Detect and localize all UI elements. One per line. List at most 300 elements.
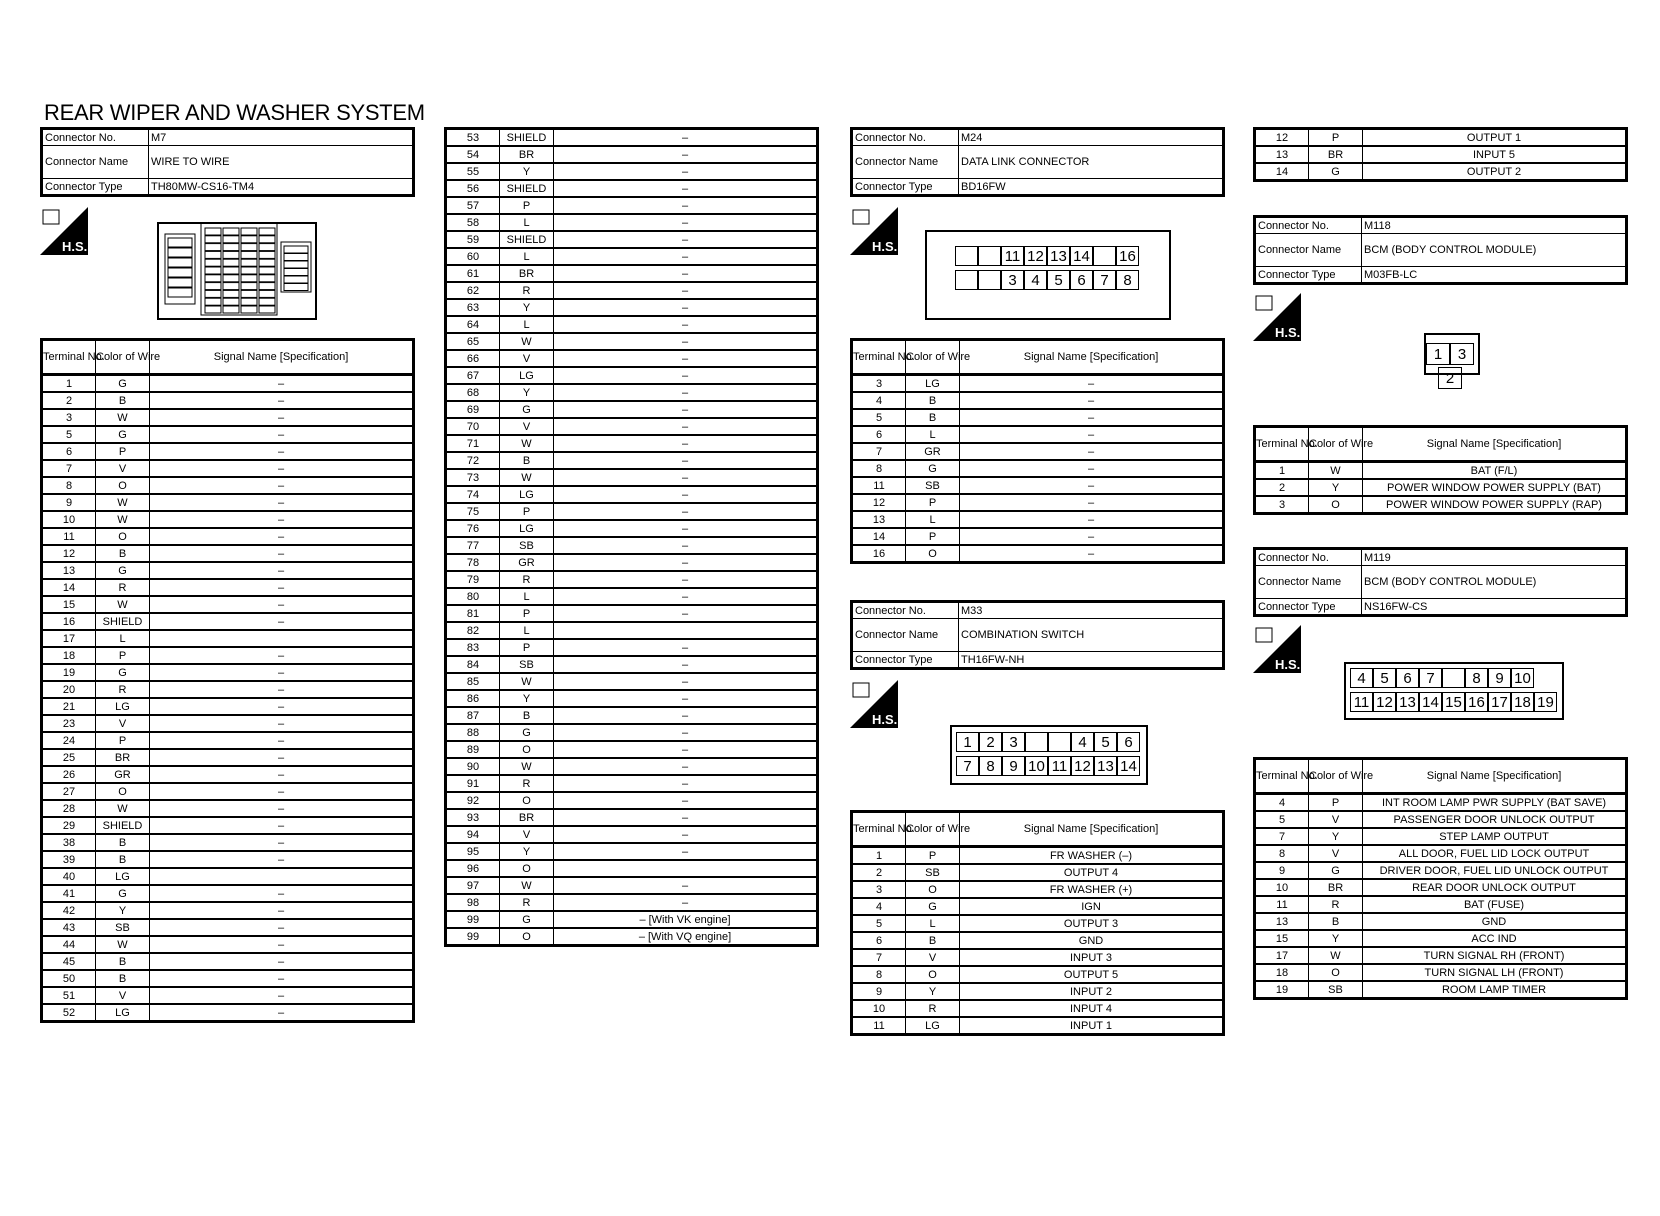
terminal-cell: 68 xyxy=(446,384,500,401)
terminal-cell: 77 xyxy=(446,537,500,554)
signal-cell: – xyxy=(960,528,1224,545)
table-row xyxy=(42,732,414,749)
color-cell: W xyxy=(96,936,150,953)
pin-cell: 2 xyxy=(979,732,1002,752)
color-cell: G xyxy=(96,664,150,681)
table-row xyxy=(852,375,1224,393)
table-row xyxy=(42,664,414,681)
m7-pin xyxy=(223,275,239,282)
signal-cell: – xyxy=(554,503,818,520)
color-cell: B xyxy=(96,970,150,987)
label-connector-no: Connector No. xyxy=(42,129,149,146)
terminal-cell: 38 xyxy=(42,834,96,851)
color-cell: BR xyxy=(1309,146,1363,163)
color-cell: W xyxy=(1309,947,1363,964)
signal-cell: – xyxy=(554,452,818,469)
color-cell: B xyxy=(906,932,960,949)
m7-pin xyxy=(223,244,239,251)
signal-cell: – xyxy=(150,460,414,477)
color-cell: V xyxy=(906,949,960,966)
terminal-cell: 39 xyxy=(42,851,96,868)
signal-cell xyxy=(150,630,414,647)
pin-cell: 9 xyxy=(1488,668,1511,688)
color-cell: GR xyxy=(500,554,554,571)
m118-connector-face xyxy=(1424,325,1480,393)
terminal-cell: 72 xyxy=(446,452,500,469)
table-row xyxy=(1255,913,1627,930)
table-row xyxy=(446,299,818,316)
table-row xyxy=(42,800,414,817)
terminal-cell: 8 xyxy=(852,460,906,477)
terminal-cell: 6 xyxy=(42,443,96,460)
color-cell: P xyxy=(96,647,150,664)
pin-cell: 13 xyxy=(1047,246,1070,266)
m7-pin xyxy=(205,228,221,235)
color-cell: SB xyxy=(96,919,150,936)
table-row xyxy=(852,392,1224,409)
terminal-cell: 98 xyxy=(446,894,500,911)
table-row xyxy=(1255,879,1627,896)
color-cell: B xyxy=(96,834,150,851)
label-connector-type: Connector Type xyxy=(1255,599,1362,616)
table-row xyxy=(446,605,818,622)
m33-connector-face xyxy=(950,725,1148,785)
pin-cell: 12 xyxy=(1024,246,1047,266)
m24-connector-face xyxy=(925,230,1171,320)
table-row xyxy=(1255,146,1627,163)
color-cell: BR xyxy=(96,749,150,766)
color-cell: W xyxy=(96,596,150,613)
color-cell: G xyxy=(906,460,960,477)
m7-pin xyxy=(259,283,275,290)
table-row xyxy=(446,350,818,367)
table-row xyxy=(42,630,414,647)
table-row xyxy=(1255,964,1627,981)
color-cell: O xyxy=(906,545,960,563)
col-terminal: Terminal No. xyxy=(852,340,906,375)
m24-type: BD16FW xyxy=(959,179,1224,196)
color-cell: P xyxy=(906,494,960,511)
table-row xyxy=(852,966,1224,983)
color-cell: LG xyxy=(500,520,554,537)
signal-cell: – xyxy=(150,732,414,749)
m7-pin xyxy=(259,306,275,313)
table-row xyxy=(42,579,414,596)
col-signal: Signal Name [Specification] xyxy=(960,812,1224,847)
signal-cell: – xyxy=(554,248,818,265)
m119-type: NS16FW-CS xyxy=(1362,599,1627,616)
signal-cell: – xyxy=(150,885,414,902)
color-cell: G xyxy=(906,898,960,915)
table-row xyxy=(1255,163,1627,181)
terminal-cell: 74 xyxy=(446,486,500,503)
terminal-cell: 99 xyxy=(446,911,500,928)
label-connector-name: Connector Name xyxy=(852,619,959,652)
table-row xyxy=(42,545,414,562)
pin-cell xyxy=(978,246,1001,266)
m7-pin xyxy=(259,228,275,235)
m7-name: WIRE TO WIRE xyxy=(149,146,414,179)
m7-pin xyxy=(205,251,221,258)
pin-cell: 7 xyxy=(1093,270,1116,290)
terminal-cell: 54 xyxy=(446,146,500,163)
signal-cell: – xyxy=(554,537,818,554)
signal-cell: – xyxy=(150,698,414,715)
pin-cell: 10 xyxy=(1511,668,1534,688)
color-cell: G xyxy=(500,911,554,928)
terminal-cell: 13 xyxy=(852,511,906,528)
terminal-cell: 26 xyxy=(42,766,96,783)
table-row xyxy=(446,214,818,231)
color-cell: W xyxy=(500,673,554,690)
table-row xyxy=(42,1004,414,1022)
pin-cell xyxy=(1048,732,1071,752)
signal-cell: – xyxy=(554,384,818,401)
terminal-cell: 29 xyxy=(42,817,96,834)
m7-pin xyxy=(241,290,257,297)
terminal-cell: 66 xyxy=(446,350,500,367)
m24-no: M24 xyxy=(959,129,1224,146)
terminal-cell: 86 xyxy=(446,690,500,707)
signal-cell: – xyxy=(554,792,818,809)
color-cell: Y xyxy=(500,690,554,707)
terminal-cell: 90 xyxy=(446,758,500,775)
color-cell: R xyxy=(96,579,150,596)
table-row xyxy=(446,724,818,741)
color-cell: P xyxy=(500,639,554,656)
table-row xyxy=(446,452,818,469)
table-row xyxy=(446,469,818,486)
pin-cell: 14 xyxy=(1419,692,1442,712)
signal-cell xyxy=(554,622,818,639)
page-title: REAR WIPER AND WASHER SYSTEM xyxy=(44,100,425,125)
terminal-cell: 17 xyxy=(42,630,96,647)
signal-cell: – xyxy=(554,350,818,367)
table-row xyxy=(42,443,414,460)
terminal-cell: 84 xyxy=(446,656,500,673)
signal-cell: – xyxy=(554,486,818,503)
color-cell: P xyxy=(500,197,554,214)
m7-pin xyxy=(241,244,257,251)
signal-cell: – xyxy=(554,724,818,741)
color-cell: LG xyxy=(906,1017,960,1035)
color-cell: W xyxy=(500,758,554,775)
terminal-cell: 3 xyxy=(852,881,906,898)
table-row xyxy=(1255,845,1627,862)
color-cell: B xyxy=(500,452,554,469)
table-row xyxy=(1255,862,1627,879)
m33-terminal-table-cont xyxy=(1253,127,1628,182)
m7-pin xyxy=(241,275,257,282)
terminal-cell: 50 xyxy=(42,970,96,987)
table-row xyxy=(42,953,414,970)
color-cell: SB xyxy=(906,477,960,494)
table-row xyxy=(1255,981,1627,999)
color-cell: V xyxy=(1309,811,1363,828)
table-row xyxy=(852,511,1224,528)
pin-cell: 4 xyxy=(1350,668,1373,688)
signal-cell: BAT (F/L) xyxy=(1363,462,1627,480)
color-cell: G xyxy=(96,562,150,579)
table-row xyxy=(42,596,414,613)
table-row xyxy=(852,915,1224,932)
table-row xyxy=(42,460,414,477)
terminal-cell: 23 xyxy=(42,715,96,732)
pin-cell: 15 xyxy=(1442,692,1465,712)
terminal-cell: 12 xyxy=(852,494,906,511)
signal-cell: – xyxy=(150,511,414,528)
table-row xyxy=(852,545,1224,563)
terminal-cell: 44 xyxy=(42,936,96,953)
signal-cell: – xyxy=(554,894,818,911)
table-row xyxy=(446,673,818,690)
color-cell: L xyxy=(500,316,554,333)
table-row xyxy=(446,231,818,248)
terminal-cell: 4 xyxy=(1255,794,1309,812)
terminal-cell: 43 xyxy=(42,919,96,936)
hs-label: H.S. xyxy=(62,239,88,254)
color-cell: W xyxy=(500,877,554,894)
m7-pin xyxy=(223,251,239,258)
color-cell: L xyxy=(500,622,554,639)
signal-cell: OUTPUT 5 xyxy=(960,966,1224,983)
terminal-cell: 11 xyxy=(42,528,96,545)
hs-label: H.S. xyxy=(872,712,898,727)
m7-pin xyxy=(259,251,275,258)
signal-cell: – xyxy=(150,970,414,987)
terminal-cell: 15 xyxy=(42,596,96,613)
color-cell: V xyxy=(96,460,150,477)
table-row xyxy=(42,885,414,902)
pin-cell: 6 xyxy=(1396,668,1419,688)
terminal-cell: 9 xyxy=(852,983,906,1000)
pin-cell: 10 xyxy=(1025,756,1048,776)
col-terminal: Terminal No. xyxy=(852,812,906,847)
table-row xyxy=(1255,479,1627,496)
color-cell: G xyxy=(1309,862,1363,879)
color-cell: B xyxy=(96,851,150,868)
terminal-cell: 73 xyxy=(446,469,500,486)
table-row xyxy=(42,477,414,494)
terminal-cell: 8 xyxy=(1255,845,1309,862)
terminal-cell: 41 xyxy=(42,885,96,902)
m7-pin xyxy=(259,259,275,266)
pin-cell: 12 xyxy=(1071,756,1094,776)
m7-pin xyxy=(259,236,275,243)
m119-name: BCM (BODY CONTROL MODULE) xyxy=(1362,566,1627,599)
signal-cell: – xyxy=(150,766,414,783)
signal-cell: – xyxy=(150,426,414,443)
color-cell: R xyxy=(500,282,554,299)
color-cell: Y xyxy=(500,299,554,316)
terminal-cell: 16 xyxy=(852,545,906,563)
col-color: Color of Wire xyxy=(906,812,960,847)
table-row xyxy=(446,316,818,333)
table-row xyxy=(42,715,414,732)
m7-pin xyxy=(259,290,275,297)
table-row xyxy=(42,851,414,868)
terminal-cell: 17 xyxy=(1255,947,1309,964)
pin-cell: 16 xyxy=(1465,692,1488,712)
signal-cell: – xyxy=(960,409,1224,426)
m7-pin xyxy=(284,246,308,253)
terminal-cell: 11 xyxy=(852,477,906,494)
signal-cell: PASSENGER DOOR UNLOCK OUTPUT xyxy=(1363,811,1627,828)
color-cell: G xyxy=(96,375,150,393)
color-cell: B xyxy=(1309,913,1363,930)
m24-header xyxy=(850,127,1225,197)
table-row xyxy=(42,868,414,885)
table-row xyxy=(446,435,818,452)
signal-cell: – xyxy=(554,367,818,384)
color-cell: O xyxy=(96,528,150,545)
m7-pin xyxy=(241,251,257,258)
table-row xyxy=(1255,828,1627,845)
pin-cell: 11 xyxy=(1001,246,1024,266)
signal-cell: – xyxy=(150,936,414,953)
terminal-cell: 5 xyxy=(42,426,96,443)
col-color: Color of Wire xyxy=(1309,759,1363,794)
terminal-cell: 1 xyxy=(42,375,96,393)
m7-pin xyxy=(205,259,221,266)
terminal-cell: 27 xyxy=(42,783,96,800)
signal-cell: OUTPUT 1 xyxy=(1363,129,1627,147)
color-cell: O xyxy=(500,741,554,758)
pin-cell: 11 xyxy=(1350,692,1373,712)
m7-pin xyxy=(223,306,239,313)
color-cell: R xyxy=(500,775,554,792)
signal-cell: – xyxy=(150,987,414,1004)
signal-cell: – [With VQ engine] xyxy=(554,928,818,946)
terminal-cell: 21 xyxy=(42,698,96,715)
pin-cell: 16 xyxy=(1116,246,1139,266)
table-row xyxy=(42,987,414,1004)
table-row xyxy=(42,494,414,511)
signal-cell: – xyxy=(150,953,414,970)
signal-cell: – xyxy=(554,333,818,350)
terminal-cell: 45 xyxy=(42,953,96,970)
m7-no: M7 xyxy=(149,129,414,146)
table-row xyxy=(446,826,818,843)
terminal-cell: 18 xyxy=(42,647,96,664)
signal-cell: TURN SIGNAL RH (FRONT) xyxy=(1363,947,1627,964)
harness-side-icon xyxy=(1253,625,1301,673)
table-row xyxy=(852,409,1224,426)
signal-cell: ACC IND xyxy=(1363,930,1627,947)
signal-cell: – xyxy=(150,783,414,800)
table-row xyxy=(1255,947,1627,964)
terminal-cell: 69 xyxy=(446,401,500,418)
table-row xyxy=(42,817,414,834)
table-row xyxy=(1255,794,1627,812)
terminal-cell: 2 xyxy=(1255,479,1309,496)
color-cell: O xyxy=(96,783,150,800)
pin-cell xyxy=(1442,668,1465,688)
signal-cell: – xyxy=(554,520,818,537)
terminal-cell: 8 xyxy=(42,477,96,494)
table-row xyxy=(446,418,818,435)
col-signal: Signal Name [Specification] xyxy=(960,340,1224,375)
table-row xyxy=(446,690,818,707)
color-cell: L xyxy=(500,588,554,605)
m7-pin xyxy=(223,236,239,243)
label-connector-no: Connector No. xyxy=(1255,217,1362,234)
m7-pin xyxy=(223,290,239,297)
signal-cell: – xyxy=(960,545,1224,563)
color-cell: LG xyxy=(96,698,150,715)
table-row xyxy=(446,554,818,571)
signal-cell: – xyxy=(554,197,818,214)
terminal-cell: 91 xyxy=(446,775,500,792)
signal-cell: – xyxy=(150,545,414,562)
color-cell: W xyxy=(1309,462,1363,480)
signal-cell: – xyxy=(554,316,818,333)
signal-cell: BAT (FUSE) xyxy=(1363,896,1627,913)
signal-cell: OUTPUT 3 xyxy=(960,915,1224,932)
col-color: Color of Wire xyxy=(906,340,960,375)
table-row xyxy=(42,970,414,987)
m7-pin xyxy=(284,254,308,261)
pin-cell: 13 xyxy=(1094,756,1117,776)
table-row xyxy=(1255,811,1627,828)
m7-pin xyxy=(168,258,192,267)
color-cell: G xyxy=(500,401,554,418)
color-cell: SB xyxy=(500,537,554,554)
harness-side-icon xyxy=(40,207,88,255)
pin-cell: 4 xyxy=(1071,732,1094,752)
terminal-cell: 83 xyxy=(446,639,500,656)
color-cell: L xyxy=(500,248,554,265)
terminal-cell: 52 xyxy=(42,1004,96,1022)
terminal-cell: 80 xyxy=(446,588,500,605)
table-row xyxy=(446,146,818,163)
color-cell: L xyxy=(500,214,554,231)
m119-header xyxy=(1253,547,1628,617)
signal-cell: ROOM LAMP TIMER xyxy=(1363,981,1627,999)
color-cell: Y xyxy=(500,843,554,860)
table-row xyxy=(852,847,1224,865)
m7-connector-face xyxy=(157,222,317,322)
table-row xyxy=(446,843,818,860)
pin-cell: 3 xyxy=(1450,343,1474,365)
terminal-cell: 65 xyxy=(446,333,500,350)
table-row xyxy=(446,265,818,282)
signal-cell: OUTPUT 2 xyxy=(1363,163,1627,181)
color-cell: W xyxy=(96,800,150,817)
color-cell: Y xyxy=(96,902,150,919)
signal-cell: – xyxy=(554,129,818,147)
color-cell: W xyxy=(500,333,554,350)
terminal-cell: 1 xyxy=(852,847,906,865)
terminal-cell: 7 xyxy=(852,443,906,460)
terminal-cell: 14 xyxy=(852,528,906,545)
table-row xyxy=(42,392,414,409)
color-cell: P xyxy=(906,847,960,865)
signal-cell: INPUT 2 xyxy=(960,983,1224,1000)
table-row xyxy=(852,477,1224,494)
table-row xyxy=(42,511,414,528)
color-cell: LG xyxy=(500,486,554,503)
m118-no: M118 xyxy=(1362,217,1627,234)
m33-header xyxy=(850,600,1225,670)
m7-pin xyxy=(205,283,221,290)
pin-cell: 9 xyxy=(1002,756,1025,776)
col-color: Color of Wire xyxy=(96,340,150,375)
color-cell: BR xyxy=(1309,879,1363,896)
color-cell: R xyxy=(500,894,554,911)
pin-cell: 19 xyxy=(1534,692,1557,712)
color-cell: P xyxy=(500,503,554,520)
